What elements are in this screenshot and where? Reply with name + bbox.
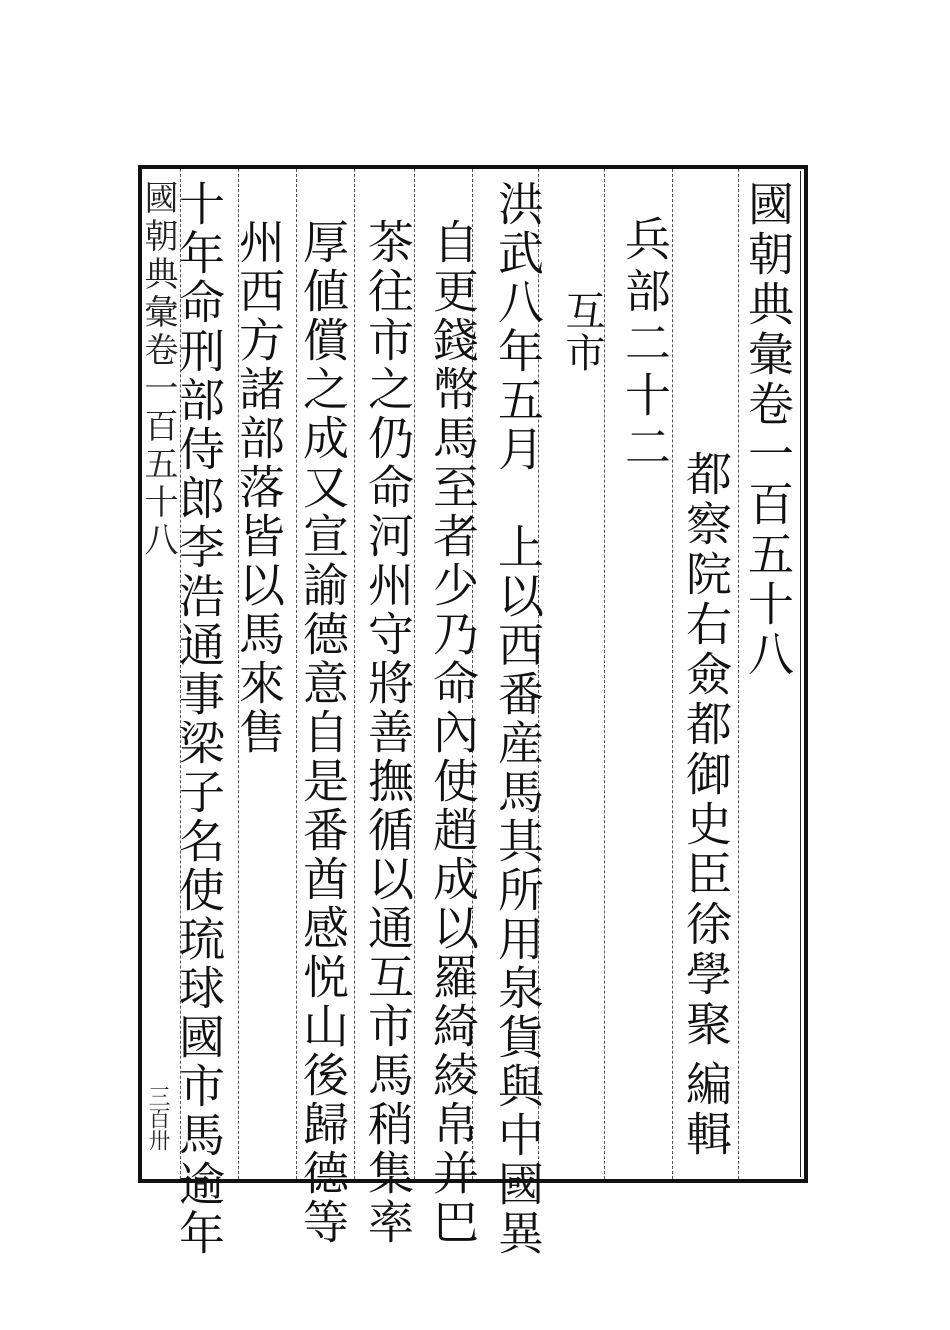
compile-label: 編輯 [679, 1060, 733, 1160]
body-line-4: 厚値償之成又宣諭德意自是番酋感悦山後歸德等 [296, 218, 350, 1247]
body-line-1: 洪武八年五月 上以西番産馬其所用泉貨與中國異 [491, 180, 545, 1258]
body-line-3: 茶往市之仍命河州守將善撫循以通互市馬稍集率 [361, 218, 415, 1247]
body-line-5: 州西方諸部落皆以馬來售 [232, 218, 286, 757]
column-divider [354, 169, 355, 1179]
body-line-6: 十年命刑部侍郎李浩通事梁子名使琉球國市馬逾年 [172, 180, 226, 1258]
section-heading: 兵部二十二 [618, 215, 672, 475]
column-divider [672, 169, 673, 1179]
margin-title: 國朝典彙卷一百五十八 [138, 180, 178, 560]
column-divider [738, 169, 739, 1179]
body-line-2: 自更錢幣馬至者少乃命內使趙成以羅綺綾帛并巴 [426, 218, 480, 1247]
subsection-heading: 互市 [559, 290, 605, 374]
page-title: 國朝典彙卷一百五十八 [741, 180, 795, 680]
margin-page-number: 三百卅 [145, 1085, 170, 1151]
compiler-line: 都察院右僉都御史臣徐學聚 [679, 450, 733, 1050]
